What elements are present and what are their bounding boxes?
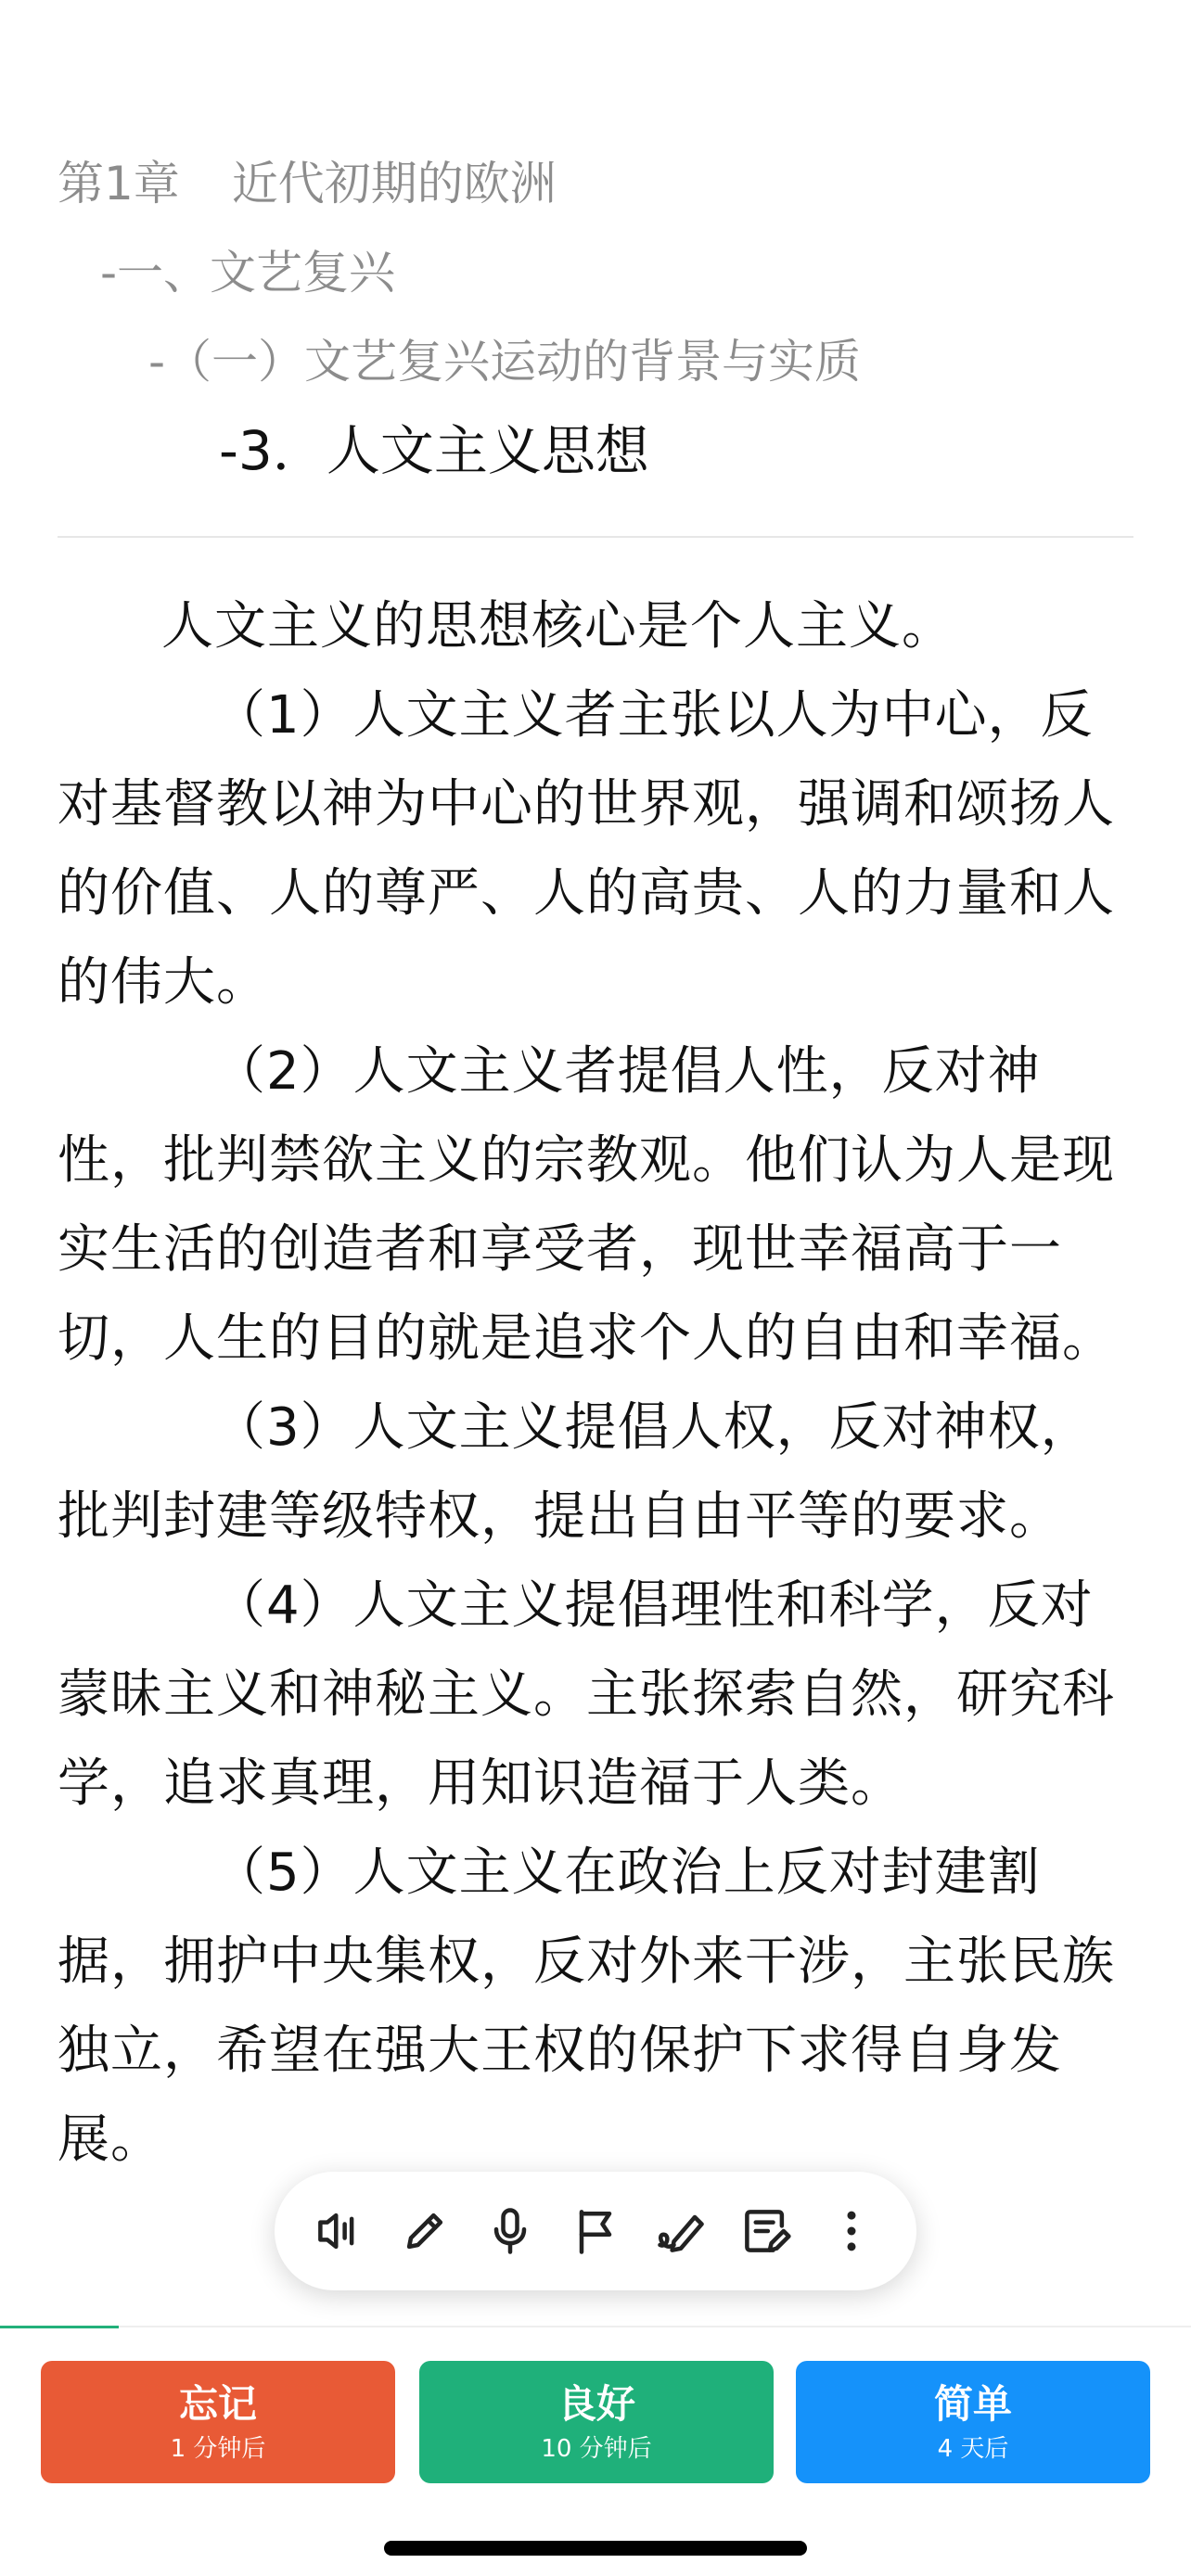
good-label: 良好 (557, 2381, 635, 2427)
content-intro: 人文主义的思想核心是个人主义。 (161, 596, 954, 657)
floating-toolbar (275, 2172, 916, 2290)
content-point: （1）人文主义者主张以人为中心，反对基督教以神为中心的世界观，强调和颂扬人的价值、人的尊严、人的高贵、人的力量和人的伟大。 (58, 685, 1115, 1013)
good-interval: 10 分钟后 (541, 2435, 652, 2463)
breadcrumb-subsection: -（一）文艺复兴运动的背景与实质 (148, 335, 862, 389)
good-button[interactable] (419, 2361, 774, 2483)
content-point: （2）人文主义者提倡人性，反对神性，批判禁欲主义的宗教观。他们认为人是现实生活的创造者和享受者，现世幸福高于一切，人生的目的就是追求个人的自由和幸福。 (58, 1041, 1115, 1369)
speaker-icon[interactable] (306, 2198, 373, 2264)
easy-interval: 4 天后 (937, 2435, 1009, 2463)
bottom-divider (0, 2326, 1191, 2327)
card-content (58, 582, 1133, 2185)
breadcrumb-section: -一、文艺复兴 (100, 246, 396, 300)
content-point: （4）人文主义提倡理性和科学，反对蒙昧主义和神秘主义。主张探索自然，研究科学，追求真理，用知识造福于人类。 (58, 1575, 1115, 1814)
easy-button[interactable] (796, 2361, 1150, 2483)
forget-label: 忘记 (178, 2381, 257, 2427)
breadcrumb-chapter (58, 156, 557, 211)
more-vertical-icon[interactable] (818, 2198, 885, 2264)
flag-icon[interactable] (562, 2198, 629, 2264)
note-edit-icon[interactable] (733, 2198, 800, 2264)
highlighter-icon[interactable] (647, 2198, 714, 2264)
card-topic-title: -3．人文主义思想 (219, 419, 649, 482)
chapter-number: 第1章 (58, 157, 180, 210)
pencil-icon[interactable] (391, 2198, 458, 2264)
divider (58, 536, 1133, 538)
content-point: （5）人文主义在政治上反对封建割据，拥护中央集权，反对外来干涉，主张民族独立，希望在强大王权的保护下求得自身发展。 (58, 1843, 1115, 2170)
forget-button[interactable] (41, 2361, 395, 2483)
content-point: （3）人文主义提倡人权，反对神权，批判封建等级特权，提出自由平等的要求。 (58, 1397, 1094, 1547)
easy-label: 简单 (933, 2381, 1012, 2427)
chapter-title: 近代初期的欧洲 (231, 157, 557, 210)
progress-indicator (0, 2326, 119, 2328)
home-indicator[interactable] (384, 2541, 807, 2556)
microphone-icon[interactable] (477, 2198, 544, 2264)
forget-interval: 1 分钟后 (170, 2435, 266, 2463)
